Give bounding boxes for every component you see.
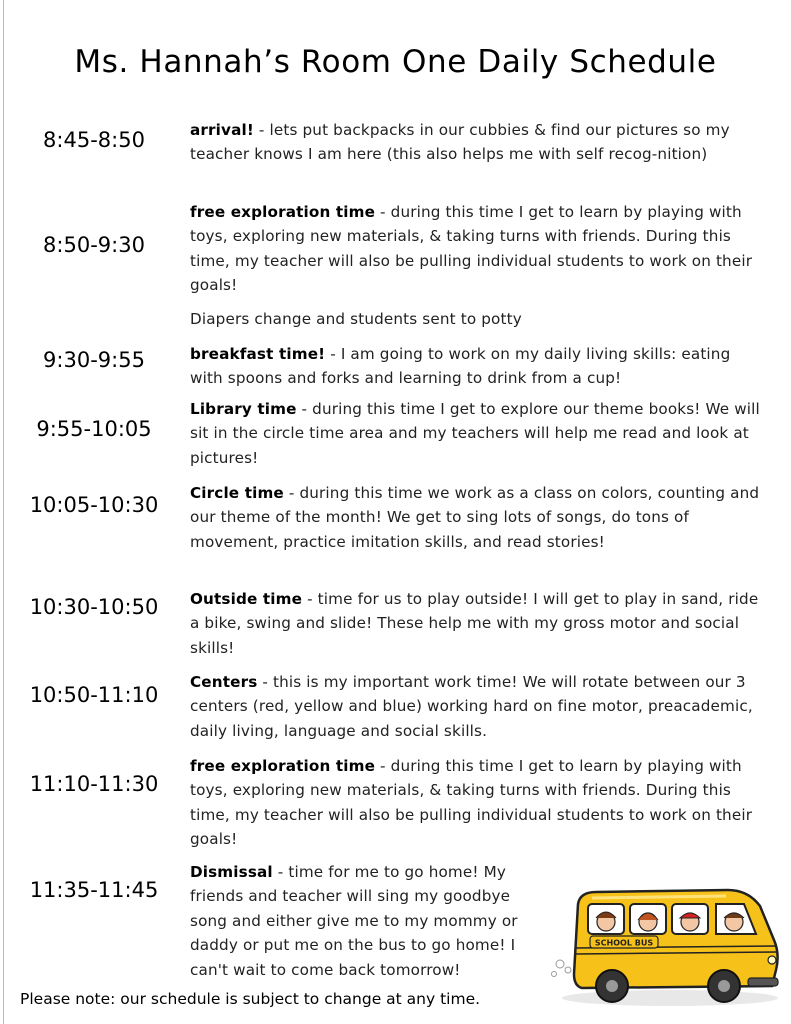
entry-description <box>190 118 760 167</box>
entry-text: - this is my important work time! We will rotate between our 3 centers (red, yellow and blue) working hard on fine motor, preacademic, daily living, language and social skills. <box>190 673 753 740</box>
entry-time: 9:55-10:05 <box>36 417 152 441</box>
entry-time: 10:30-10:50 <box>29 595 159 619</box>
entry-time: 8:45-8:50 <box>43 128 145 152</box>
entry-lead: Library time <box>190 400 297 418</box>
entry-description <box>190 481 760 554</box>
entry-time: 10:05-10:30 <box>29 493 159 517</box>
entry-time: 11:10-11:30 <box>29 772 159 796</box>
entry-lead: Dismissal <box>190 863 273 881</box>
entry-text: - time for me to go home! My friends and teacher will sing my goodbye song and either give me to my mommy or daddy or put me on the bus to go home! I can't wait to come back tomorrow! <box>190 863 518 979</box>
entry-lead: arrival! <box>190 121 254 139</box>
entry-description <box>190 397 760 470</box>
school-bus-icon <box>548 882 784 1010</box>
entry-description <box>190 200 760 298</box>
entry-description <box>190 670 760 743</box>
entry-lead: breakfast time! <box>190 345 326 363</box>
entry-time: 11:35-11:45 <box>29 878 159 902</box>
entry-lead: Outside time <box>190 590 303 608</box>
entry-time: 9:30-9:55 <box>43 348 145 372</box>
entry-text: - during this time I get to learn by playing with toys, exploring new materials, & taking turns with friends. During this time, my teacher will also be pulling individual students to work on their goals! <box>190 757 753 849</box>
entry-description <box>190 860 540 982</box>
bus-sign-text: SCHOOL BUS <box>594 938 654 948</box>
entry-text: - lets put backpacks in our cubbies & find our pictures so my teacher knows I am here (this also helps me with self recog-nition) <box>190 121 730 164</box>
schedule-note: Please note: our schedule is subject to change at any time. <box>20 990 481 1008</box>
entry-text: Diapers change and students sent to potty <box>190 310 522 328</box>
page-title: Ms. Hannah’s Room One Daily Schedule <box>74 44 717 80</box>
entry-lead: Circle time <box>190 484 284 502</box>
entry-lead: Centers <box>190 673 258 691</box>
entry-time: 10:50-11:10 <box>29 683 159 707</box>
page-edge-rule <box>3 0 4 1024</box>
entry-description <box>190 307 760 331</box>
entry-description <box>190 342 760 391</box>
entry-text: - during this time we work as a class on colors, counting and our theme of the month! We get to sing lots of songs, do tons of movement, practice imitation skills, and read stories! <box>190 484 760 551</box>
entry-description <box>190 587 760 660</box>
entry-text: - I am going to work on my daily living skills: eating with spoons and forks and learning to drink from a cup! <box>190 345 731 388</box>
entry-text: - during this time I get to explore our theme books! We will sit in the circle time area and my teachers will help me read and look at pictures! <box>190 400 760 467</box>
entry-lead: free exploration time <box>190 757 376 775</box>
entry-description <box>190 754 760 852</box>
entry-text: - during this time I get to learn by playing with toys, exploring new materials, & taking turns with friends. During this time, my teacher will also be pulling individual students to work on their goals! <box>190 203 753 295</box>
entry-lead: free exploration time <box>190 203 376 221</box>
entry-time: 8:50-9:30 <box>43 233 145 257</box>
entry-text: - time for us to play outside! I will get to play in sand, ride a bike, swing and slide! These help me with my gross motor and social skills! <box>190 590 759 657</box>
